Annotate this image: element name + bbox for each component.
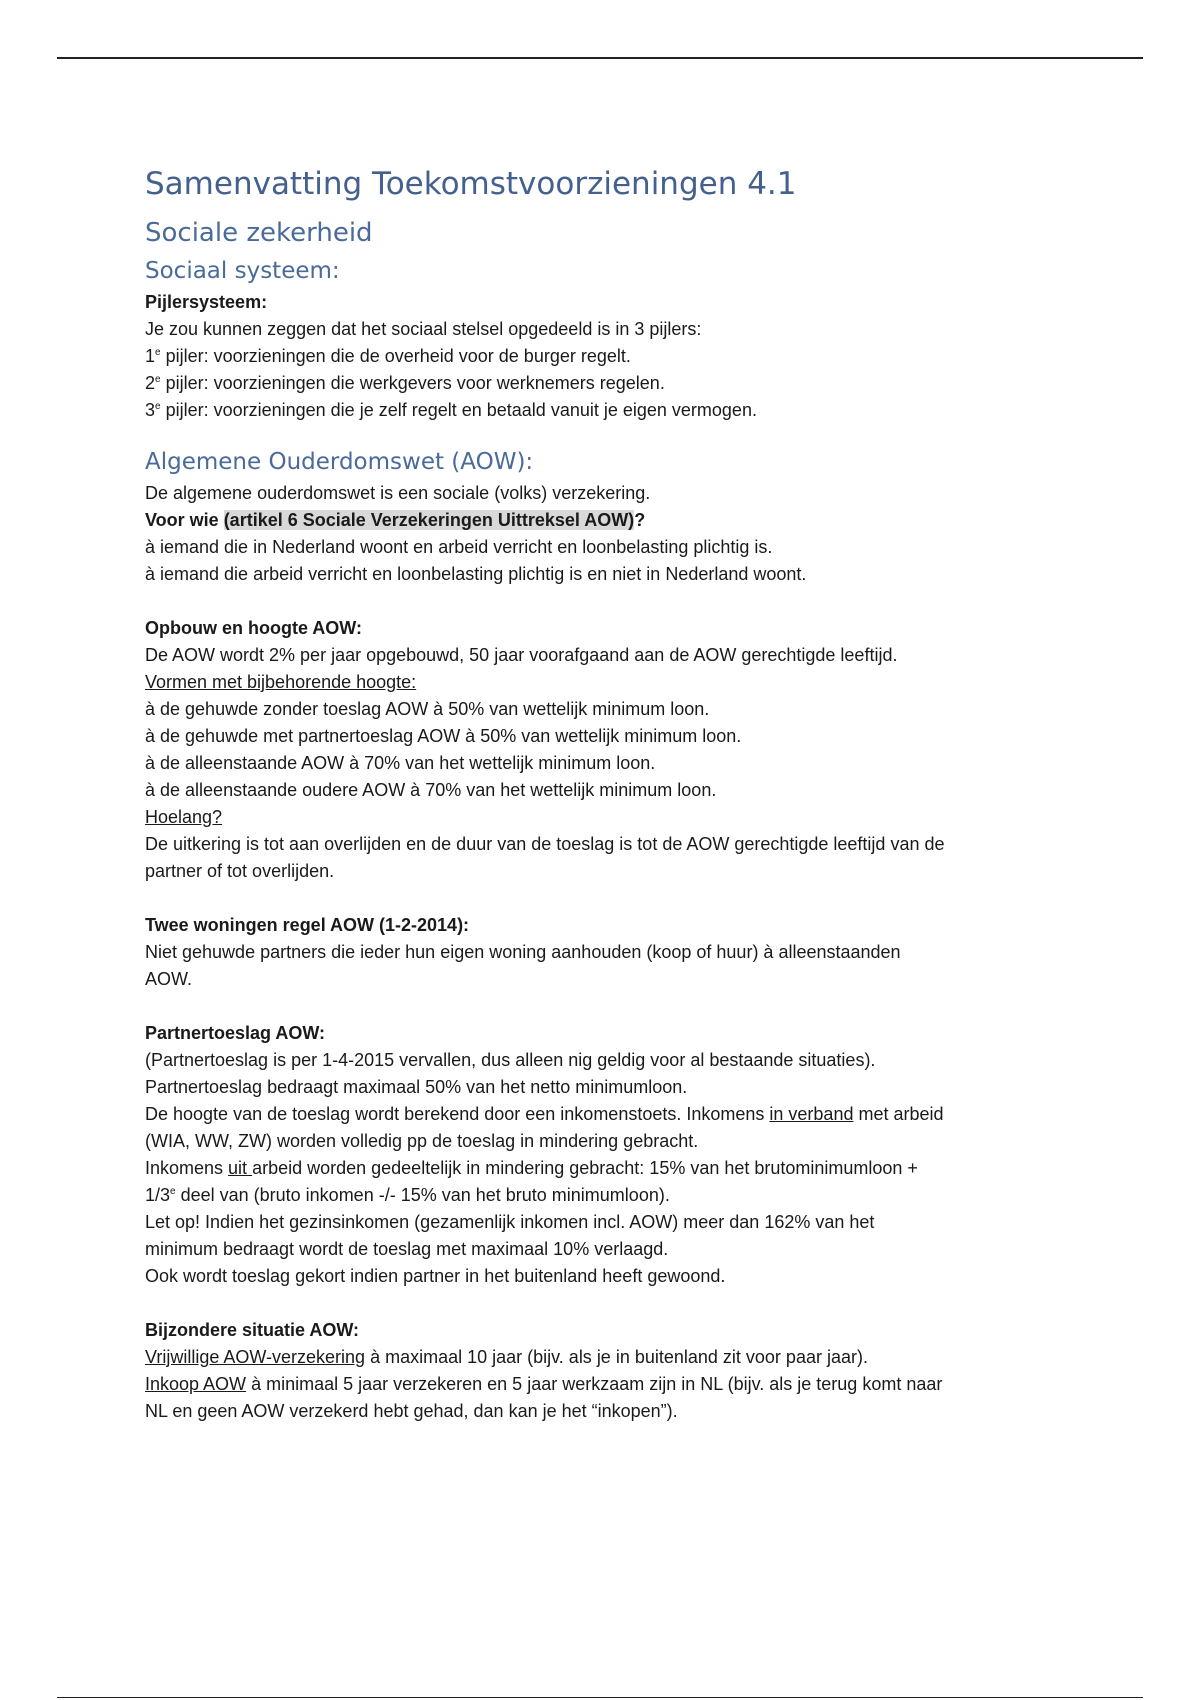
section-aow xyxy=(145,480,1065,588)
partnertoeslag-line-4: (WIA, WW, ZW) worden volledig pp de toeslag in mindering gebracht. xyxy=(145,1131,699,1151)
pijler-3: 3e pijler: voorzieningen die je zelf regelt en betaald vanuit je eigen vermogen. xyxy=(145,400,757,420)
bijzondere-line-1: Vrijwillige AOW-verzekering à maximaal 10 jaar (bijv. als je in buitenland zit voor paar jaar). xyxy=(145,1347,868,1367)
opbouw-heading: Opbouw en hoogte AOW: xyxy=(145,618,362,638)
hoelang-subheading: Hoelang? xyxy=(145,807,223,827)
aow-line-2: à iemand die arbeid verricht en loonbelasting plichtig is en niet in Nederland woont. xyxy=(145,564,807,584)
vormen-subheading: Vormen met bijbehorende hoogte: xyxy=(145,672,417,692)
section-twee-woningen xyxy=(145,912,1065,993)
pijler-1: 1e pijler: voorzieningen die de overheid voor de burger regelt. xyxy=(145,346,631,366)
document-body xyxy=(145,165,1065,1425)
hoelang-line-2: partner of tot overlijden. xyxy=(145,861,335,881)
partnertoeslag-line-1: (Partnertoeslag is per 1-4-2015 vervallen, dus alleen nig geldig voor al bestaande situaties). xyxy=(145,1050,876,1070)
bijzondere-line-3: NL en geen AOW verzekerd hebt gehad, dan kan je het “inkopen”). xyxy=(145,1401,678,1421)
vorm-3: à de alleenstaande AOW à 70% van het wettelijk minimum loon. xyxy=(145,753,656,773)
partnertoeslag-heading: Partnertoeslag AOW: xyxy=(145,1023,326,1043)
partnertoeslag-line-7: Let op! Indien het gezinsinkomen (gezamenlijk inkomen incl. AOW) meer dan 162% van het xyxy=(145,1212,875,1232)
partnertoeslag-line-9: Ook wordt toeslag gekort indien partner in het buitenland heeft gewoond. xyxy=(145,1266,726,1286)
aow-intro: De algemene ouderdomswet is een sociale (volks) verzekering. xyxy=(145,483,651,503)
document-title: Samenvatting Toekomstvoorzieningen 4.1 xyxy=(145,166,797,202)
partnertoeslag-line-2: Partnertoeslag bedraagt maximaal 50% van het netto minimumloon. xyxy=(145,1077,688,1097)
twee-woningen-line-2: AOW. xyxy=(145,969,193,989)
section-pijlersysteem xyxy=(145,289,1065,424)
section-bijzondere-situatie xyxy=(145,1317,1065,1425)
pijler-2: 2e pijler: voorzieningen die werkgevers voor werknemers regelen. xyxy=(145,373,665,393)
hoelang-line-1: De uitkering is tot aan overlijden en de duur van de toeslag is tot de AOW gerechtigde leeftijd van de xyxy=(145,834,945,854)
pijlersysteem-heading: Pijlersysteem: xyxy=(145,292,268,312)
twee-woningen-heading: Twee woningen regel AOW (1-2-2014): xyxy=(145,915,470,935)
opbouw-line-1: De AOW wordt 2% per jaar opgebouwd, 50 jaar voorafgaand aan de AOW gerechtigde leeftijd. xyxy=(145,645,898,665)
partnertoeslag-line-6: 1/3e deel van (bruto inkomen -/- 15% van het bruto minimumloon). xyxy=(145,1185,670,1205)
section-partnertoeslag xyxy=(145,1020,1065,1290)
heading-sociaal-systeem: Sociaal systeem: xyxy=(145,258,340,284)
aow-line-1: à iemand die in Nederland woont en arbeid verricht en loonbelasting plichtig is. xyxy=(145,537,773,557)
partnertoeslag-line-3: De hoogte van de toeslag wordt berekend door een inkomenstoets. Inkomens in verband met arbeid xyxy=(145,1104,944,1124)
highlighted-reference: (artikel 6 Sociale Verzekeringen Uittreksel AOW) xyxy=(223,510,635,530)
footer-rule xyxy=(57,1697,1143,1698)
partnertoeslag-line-5: Inkomens uit arbeid worden gedeeltelijk in mindering gebracht: 15% van het brutominimumloon + xyxy=(145,1158,918,1178)
twee-woningen-line-1: Niet gehuwde partners die ieder hun eigen woning aanhouden (koop of huur) à alleenstaanden xyxy=(145,942,901,962)
heading-sociale-zekerheid: Sociale zekerheid xyxy=(145,218,373,248)
vorm-2: à de gehuwde met partnertoeslag AOW à 50% van wettelijk minimum loon. xyxy=(145,726,742,746)
heading-aow: Algemene Ouderdomswet (AOW): xyxy=(145,449,534,475)
header-rule xyxy=(57,57,1143,59)
partnertoeslag-line-8: minimum bedraagt wordt de toeslag met maximaal 10% verlaagd. xyxy=(145,1239,669,1259)
aow-voor-wie: Voor wie (artikel 6 Sociale Verzekeringen Uittreksel AOW)? xyxy=(145,510,646,530)
vorm-1: à de gehuwde zonder toeslag AOW à 50% van wettelijk minimum loon. xyxy=(145,699,710,719)
vorm-4: à de alleenstaande oudere AOW à 70% van het wettelijk minimum loon. xyxy=(145,780,717,800)
bijzondere-line-2: Inkoop AOW à minimaal 5 jaar verzekeren en 5 jaar werkzaam zijn in NL (bijv. als je terug komt naar xyxy=(145,1374,943,1394)
section-opbouw xyxy=(145,615,1065,885)
pijlersysteem-intro: Je zou kunnen zeggen dat het sociaal stelsel opgedeeld is in 3 pijlers: xyxy=(145,319,702,339)
bijzondere-situatie-heading: Bijzondere situatie AOW: xyxy=(145,1320,360,1340)
